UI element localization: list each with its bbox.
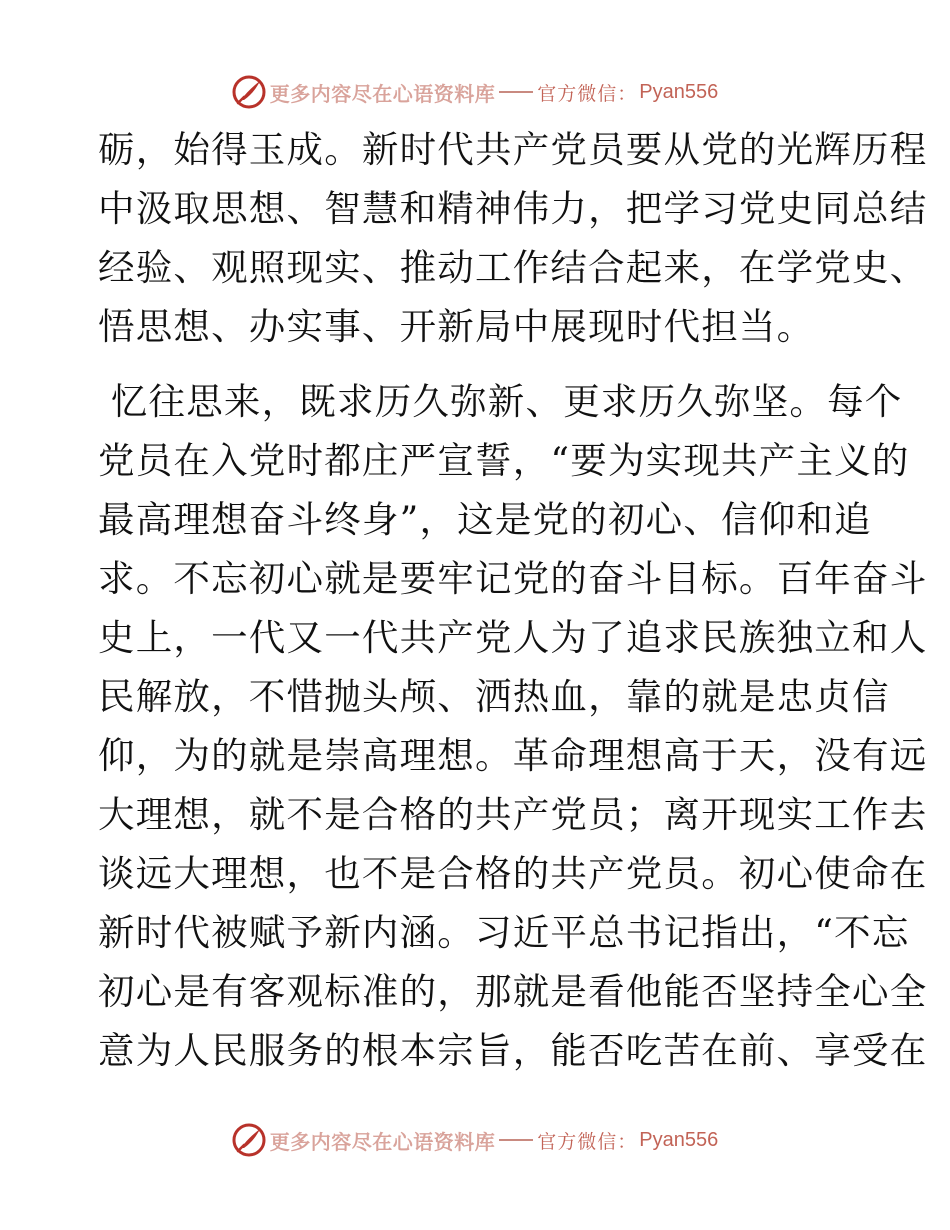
- footer-wechat-handle: Pyan556: [639, 1128, 719, 1151]
- header-site-text: 更多内容尽在心语资料库: [269, 81, 496, 106]
- text-line: 仰，为的就是崇高理想。革命理想高于天，没有远: [98, 734, 928, 777]
- footer-wechat-label: 官方微信：: [537, 1130, 638, 1153]
- text-line: 民解放，不惜抛头颅、洒热血，靠的就是忠贞信: [98, 675, 890, 718]
- document-body: [98, 120, 928, 1080]
- footer-dash-divider: [499, 1139, 533, 1141]
- text-line: 新时代被赋予新内涵。习近平总书记指出，“不忘: [98, 911, 910, 954]
- paragraph-1: [98, 120, 928, 356]
- text-line: 党员在入党时都庄严宣誓，“要为实现共产主义的: [98, 439, 910, 482]
- text-line: 悟思想、办实事、开新局中展现时代担当。: [98, 305, 815, 348]
- text-line: 大理想，就不是合格的共产党员；离开现实工作去: [98, 793, 928, 836]
- quill-logo-icon: [232, 1123, 266, 1157]
- quill-logo-icon: [232, 75, 266, 109]
- text-line: 初心是有客观标准的，那就是看他能否坚持全心全: [98, 970, 928, 1013]
- header-dash-divider: [499, 91, 533, 93]
- header-wechat-handle: Pyan556: [639, 80, 719, 103]
- text-line: 中汲取思想、智慧和精神伟力，把学习党史同总结: [98, 187, 928, 230]
- text-line: 求。不忘初心就是要牢记党的奋斗目标。百年奋斗: [98, 557, 928, 600]
- text-line: 谈远大理想，也不是合格的共产党员。初心使命在: [98, 852, 928, 895]
- text-line: 史上，一代又一代共产党人为了追求民族独立和人: [98, 616, 928, 659]
- text-line: 砺，始得玉成。新时代共产党员要从党的光辉历程: [98, 128, 928, 171]
- text-line: 经验、观照现实、推动工作结合起来，在学党史、: [98, 246, 928, 289]
- text-line: 意为人民服务的根本宗旨，能否吃苦在前、享受在: [98, 1029, 928, 1072]
- paragraph-2: [98, 372, 928, 1080]
- header-wechat-label: 官方微信：: [537, 82, 638, 105]
- footer-watermark: [0, 1120, 950, 1160]
- header-watermark: [0, 72, 950, 112]
- footer-site-text: 更多内容尽在心语资料库: [269, 1129, 496, 1154]
- text-line: 忆往思来，既求历久弥新、更求历久弥坚。每个: [98, 380, 903, 423]
- text-line: 最高理想奋斗终身”，这是党的初心、信仰和追: [98, 498, 872, 541]
